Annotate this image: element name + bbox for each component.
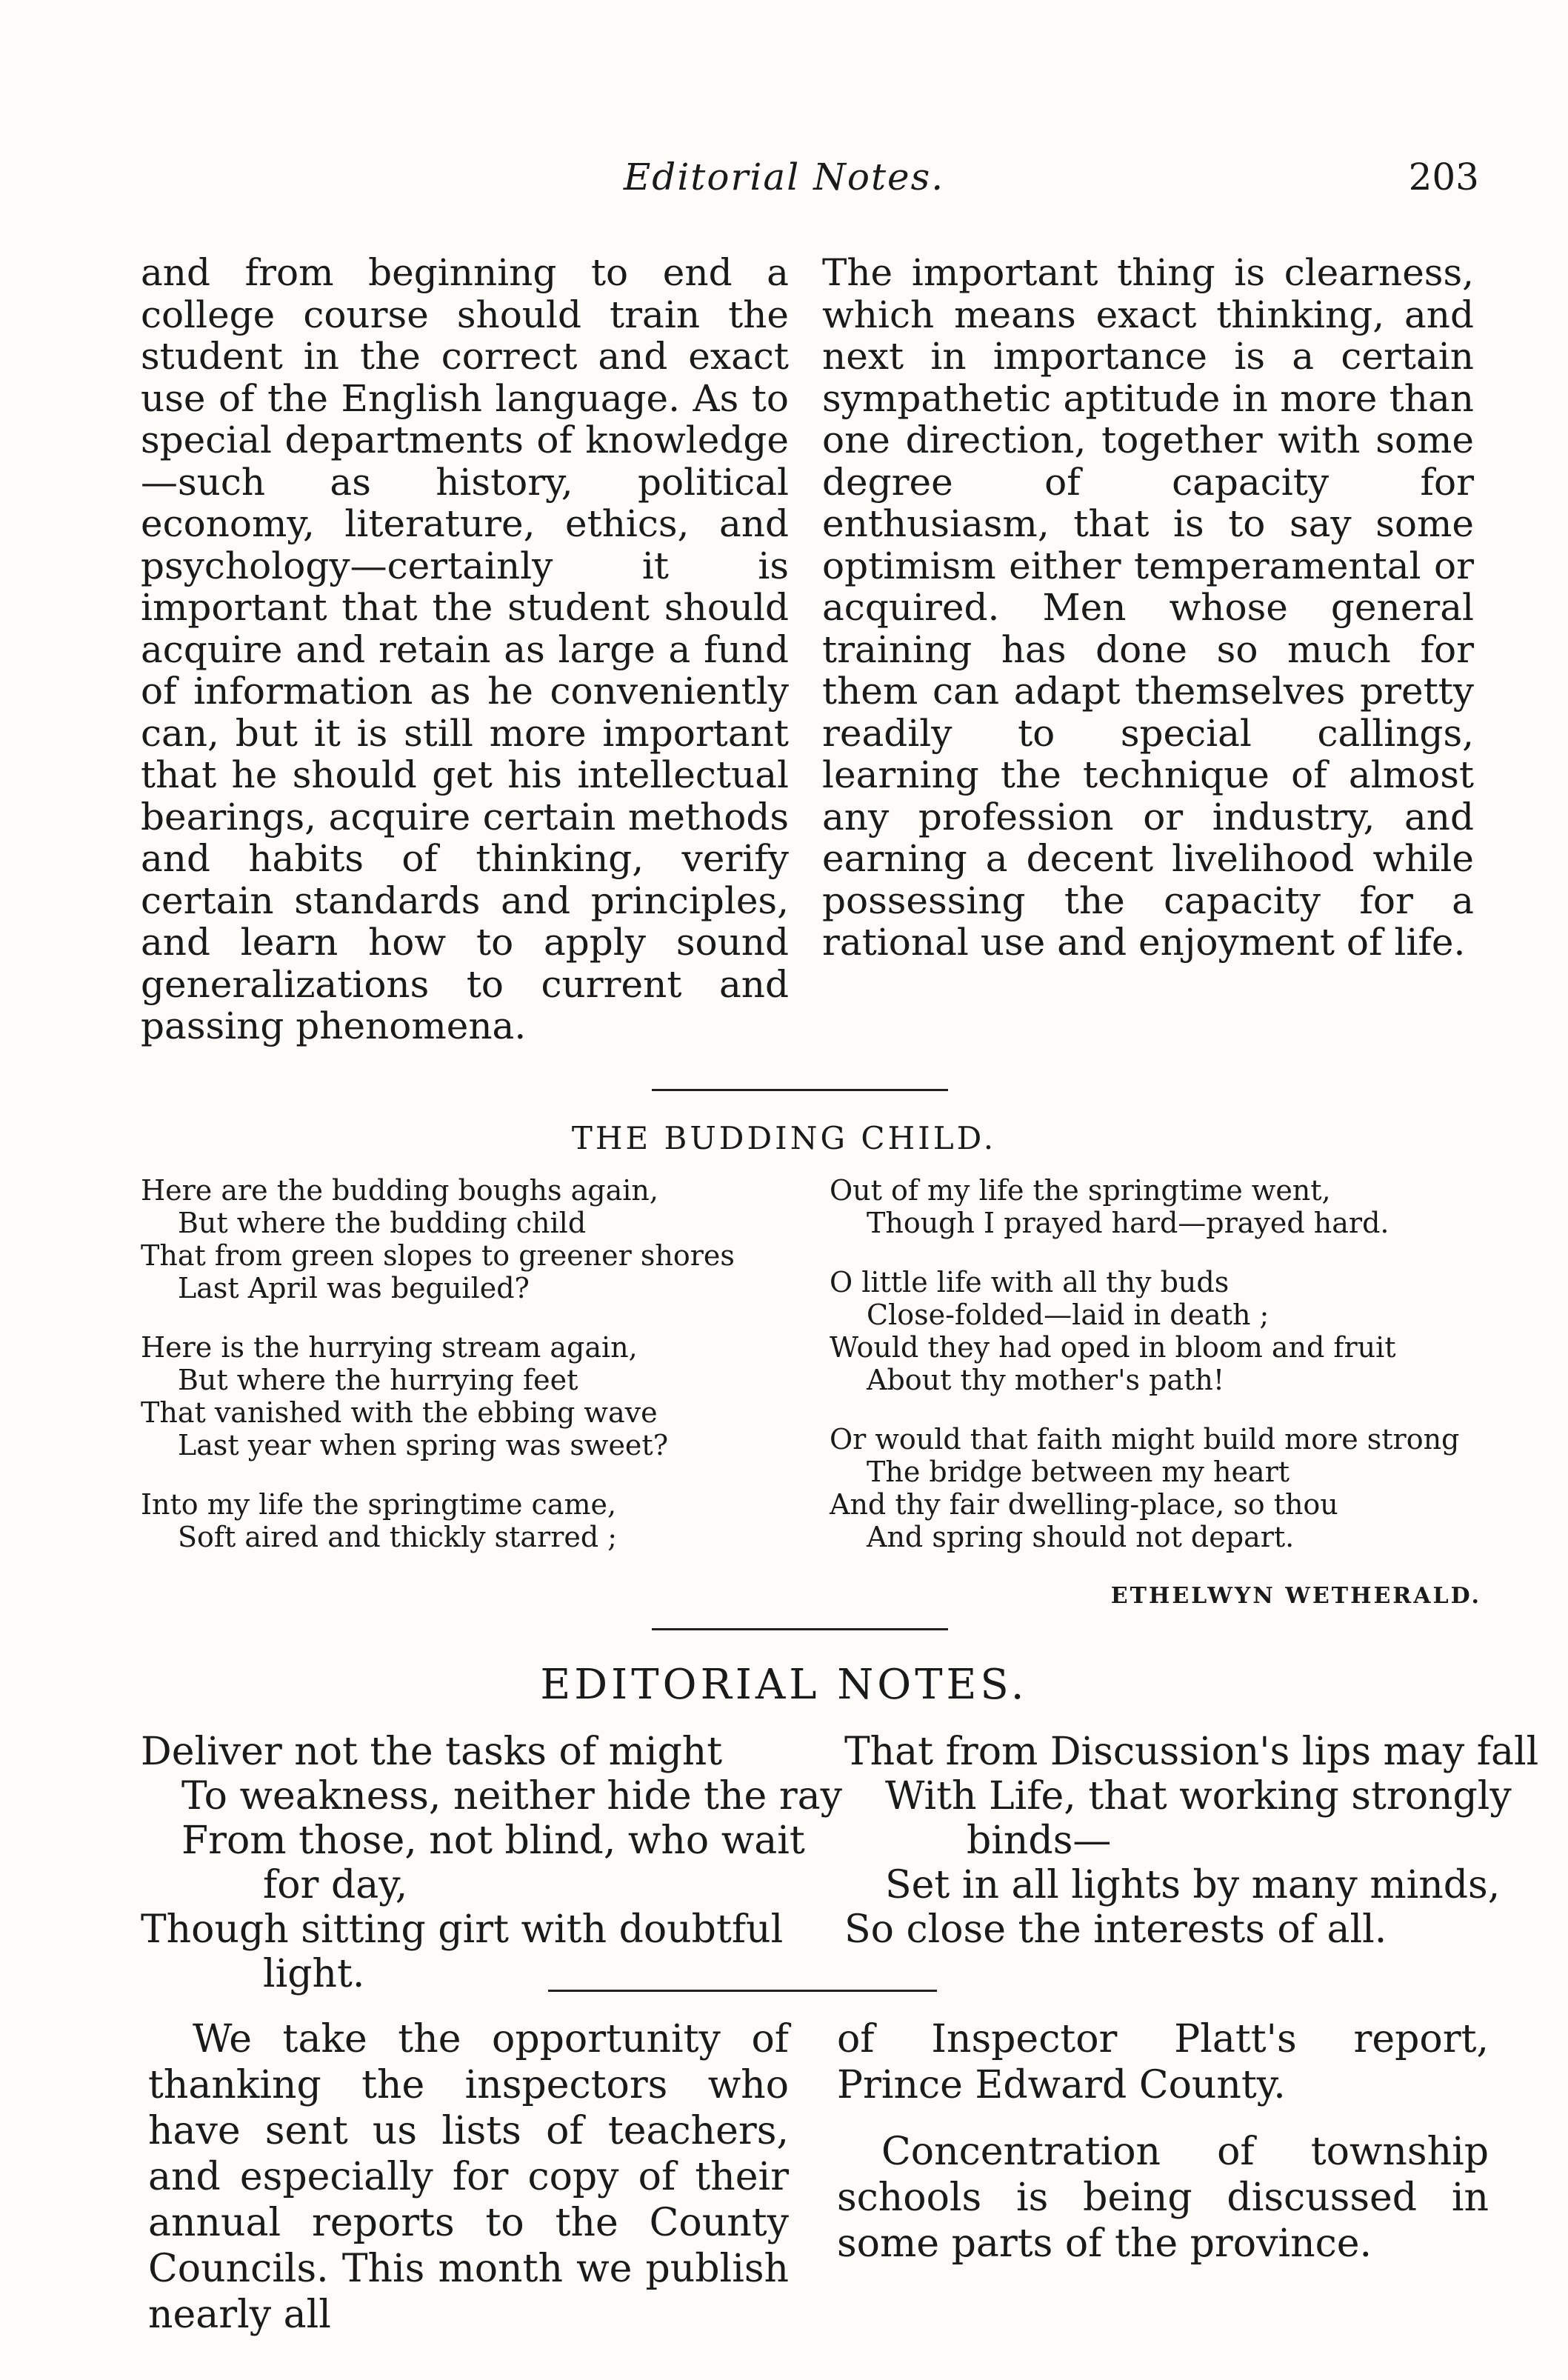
running-title: Editorial Notes. xyxy=(623,156,945,199)
verse-line: To weakness, neither hide the ray xyxy=(181,1774,843,1819)
poem-line: Out of my life the springtime went, xyxy=(830,1174,1331,1207)
poem-line: Close-folded—laid in death ; xyxy=(867,1299,1270,1331)
poem-stanza xyxy=(830,1423,1496,1553)
poem-title: THE BUDDING CHILD. xyxy=(571,1120,997,1156)
poem-author: ETHELWYN WETHERALD. xyxy=(1110,1583,1481,1609)
article-left-text: and from beginning to end a college course should train the student in the correct and exact use of the English language. As to special departments of knowledge —such as history, political economy, literature, ethics, and psychology—certainly it is important that the student should acquire and retain as large a fund of information as he conveniently can, but it is still more important that he should get his intellectual bearings, acquire certain methods and habits of thinking, verify certain standards and principles, and learn how to apply sound generalizations to current and passing phenomena. xyxy=(141,251,789,1047)
verse-line: Deliver not the tasks of might xyxy=(141,1730,723,1774)
verse-line: Though sitting girt with doubtful xyxy=(141,1907,784,1952)
poem-line: Here is the hurrying stream again, xyxy=(141,1331,638,1364)
verse-left-column xyxy=(141,1730,843,1996)
verse-line: for day, xyxy=(263,1863,408,1907)
section-divider xyxy=(548,1990,937,1992)
notes-left-text: We take the opportunity of thanking the inspectors who have sent us lists of teachers, and especially for copy of their annual reports to the County Councils. This month we publish nearly all xyxy=(148,2017,789,2337)
poem-line: Last year when spring was sweet? xyxy=(178,1429,669,1461)
poem-line: The bridge between my heart xyxy=(867,1456,1290,1488)
poem-stanza xyxy=(141,1488,807,1553)
poem-line: But where the hurrying feet xyxy=(178,1364,578,1396)
verse-line: light. xyxy=(263,1952,365,1996)
poem-line: Last April was beguiled? xyxy=(178,1272,530,1304)
poem-line: Would they had oped in bloom and fruit xyxy=(830,1331,1396,1364)
poem-left-column xyxy=(141,1174,807,1580)
section-divider xyxy=(652,1628,948,1630)
section-divider xyxy=(652,1089,948,1091)
notes-right-column xyxy=(837,2016,1489,2267)
verse-line: Set in all lights by many minds, xyxy=(885,1863,1501,1907)
poem-stanza xyxy=(830,1174,1496,1239)
poem-right-column xyxy=(830,1174,1496,1613)
poem-line: Here are the budding boughs again, xyxy=(141,1174,658,1207)
verse-right-column xyxy=(844,1730,1539,1952)
poem-line: That vanished with the ebbing wave xyxy=(141,1396,658,1429)
poem-line: Though I prayed hard—prayed hard. xyxy=(867,1207,1389,1239)
poem-line: Or would that faith might build more strong xyxy=(830,1423,1460,1456)
poem-stanza xyxy=(141,1331,807,1461)
article-left-column xyxy=(141,252,789,1047)
poem-line: And thy fair dwelling-place, so thou xyxy=(830,1488,1338,1521)
poem-line: Soft aired and thickly starred ; xyxy=(178,1521,618,1553)
poem-line: And spring should not depart. xyxy=(867,1521,1295,1553)
article-right-column xyxy=(822,252,1474,964)
verse-line: From those, not blind, who wait xyxy=(181,1819,805,1863)
poem-line: About thy mother's path! xyxy=(867,1364,1225,1396)
verse-line: That from Discussion's lips may fall xyxy=(844,1730,1539,1774)
notes-right-text-2: Concentration of township schools is being discussed in some parts of the province. xyxy=(837,2130,1489,2266)
poem-line: O little life with all thy buds xyxy=(830,1266,1230,1299)
editorial-notes-title: EDITORIAL NOTES. xyxy=(540,1661,1028,1709)
notes-left-column xyxy=(148,2016,789,2338)
verse-line: binds— xyxy=(967,1819,1112,1863)
verse-line: With Life, that working strongly xyxy=(885,1774,1512,1819)
page-number: 203 xyxy=(1408,156,1479,199)
article-right-text: The important thing is clearness, which means exact thinking, and next in importance is a certain sympathetic aptitude in more than one direction, together with some degree of capacity for enthusiasm, that is to say some optimism either temperamental or acquired. Men whose general training has done so much for them can adapt themselves pretty readily to special callings, learning the technique of almost any profession or industry, and earning a decent livelihood while possessing the capacity for a rational use and enjoyment of life. xyxy=(822,251,1474,964)
verse-line: So close the interests of all. xyxy=(844,1907,1387,1952)
poem-line: Into my life the springtime came, xyxy=(141,1488,617,1521)
poem-stanza xyxy=(830,1266,1496,1396)
notes-right-text-1: of Inspector Platt's report, Prince Edward County. xyxy=(837,2017,1489,2107)
poem-line: That from green slopes to greener shores xyxy=(141,1239,735,1272)
poem-stanza xyxy=(141,1174,807,1304)
poem-line: But where the budding child xyxy=(178,1207,587,1239)
